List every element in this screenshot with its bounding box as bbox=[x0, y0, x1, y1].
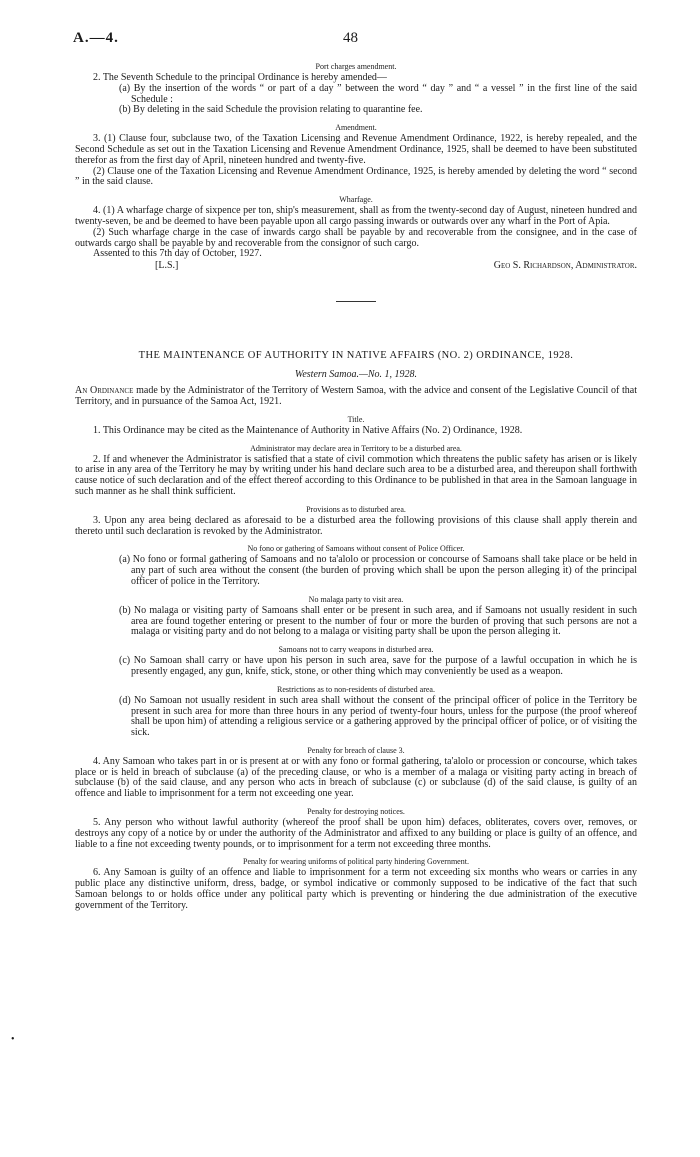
marginal-heading: Provisions as to disturbed area. bbox=[306, 504, 406, 514]
section-5: 5. Any person who without lawful authority (whereof the proof shall be upon him) defaces, obliterates, covers over, removes, or destroys any copy of a notice by or under the authority of the Administrator and affixed to any building or place is guilty of an offence, and liable to a fine not exceeding twenty pounds, or to imprisonment for a term not exceeding three months. bbox=[75, 817, 637, 850]
marginal-heading: Restrictions as to non-residents of disturbed area. bbox=[277, 684, 435, 694]
marginal-heading: Penalty for destroying notices. bbox=[307, 807, 405, 817]
marginal-heading: Wharfage. bbox=[339, 195, 373, 205]
ordinance-title: THE MAINTENANCE OF AUTHORITY IN NATIVE AFFAIRS (NO. 2) ORDINANCE, 1928. bbox=[138, 350, 574, 362]
ordinance-subtitle: Western Samoa.—No. 1, 1928. bbox=[294, 369, 418, 381]
marginal-heading: Port charges amendment. bbox=[315, 62, 397, 71]
marginal-heading: No malaga party to visit area. bbox=[308, 594, 404, 604]
section-3: 3. Upon any area being declared as aforesaid to be a disturbed area the following provisions of this clause shall apply therein and thereto until such declaration is revoked by the Administrator. bbox=[75, 514, 637, 537]
marginal-heading: Penalty for breach of clause 3. bbox=[307, 745, 405, 755]
clause-3-2: (2) Clause one of the Taxation Licensing and Revenue Amendment Ordinance, 1925, is hereby amended by deleting the word “ second ” in the said clause. bbox=[75, 165, 637, 188]
section-3b: (b) No malaga or visiting party of Samoans shall enter or be present in such area, and if Samoans not usually resident in such area are found together entering or present to the number of four or more the burden of proving that such persons are not a malaga or visiting party and do not belong to a malaga or visiting party shall be upon the person alleging it. bbox=[119, 604, 637, 638]
clause-4-1: 4. (1) A wharfage charge of sixpence per ton, ship's measurement, shall as from the twenty-second day of August, nineteen hundred and twenty-seven, be and be deemed to have been payable upon all cargo passing inwards or outwards over any wharf in the Port of Apia. bbox=[75, 205, 637, 227]
section-3a: (a) No fono or formal gathering of Samoans and no ta'alolo or procession or concourse of Samoans shall take place or be held in any part of such area without the consent (the burden of proving which shall be upon the person alleging it) of the principal officer of police in the Territory. bbox=[119, 554, 637, 587]
clause-2: 2. The Seventh Schedule to the principal Ordinance is hereby amended— bbox=[93, 72, 387, 83]
clause-3-1: 3. (1) Clause four, subclause two, of the Taxation Licensing and Revenue Amendment Ordinance, 1922, is hereby repealed, and the Second Schedule as set out in the Taxation Licensing and Revenue Amendment Ordinance, 1925, shall be deemed to have been substituted therefor as from the first day of April, nineteen hundred and twenty-five. bbox=[75, 133, 637, 166]
section-3c: (c) No Samoan shall carry or have upon his person in such area, save for the purpose of a lawful occupation in which he is presently engaged, any gun, knife, stick, stone, or other thing which may conveniently be used as a weapon. bbox=[119, 655, 637, 677]
clause-4-2: (2) Such wharfage charge in the case of inwards cargo shall be payable by and recoverable from the consignee, and in the case of outwards cargo shall be payable by and recoverable from the consignor of such cargo. bbox=[75, 226, 637, 249]
page-number: 48 bbox=[343, 30, 358, 46]
preamble-text: made by the Administrator of the Territory of Western Samoa, with the advice and consent of the Legislative Council of that Territory, and in pursuance of the Samoa Act, 1921. bbox=[75, 385, 638, 407]
marginal-heading: Amendment. bbox=[335, 123, 377, 133]
section-4: 4. Any Samoan who takes part in or is present at or with any fono or formal gathering, ta'alolo or procession or concourse, which takes place or is held in breach of subclause (a) of the preceding clause, or who is a member of a malaga or visiting party acting in breach of subclause (b) of the said clause, and any person who acts in breach of subclause (c) or subclause (d) of the said clause, is guilty of an offence and liable to imprisonment for a term not exceeding one year. bbox=[75, 755, 637, 800]
assent-line: Assented to this 7th day of October, 1927. bbox=[93, 248, 262, 260]
marginal-heading: No fono or gathering of Samoans without consent of Police Officer. bbox=[247, 544, 465, 554]
section-6: 6. Any Samoan is guilty of an offence and liable to imprisonment for a term not exceeding six months who wears or carries in any public place any distinctive uniform, dress, badge, or symbol indicative or commonly supposed to be indicative of the fact that such Samoan belongs to or holds office under any political party which is preventing or hindering the due administration of the executive government of the Territory. bbox=[75, 867, 637, 911]
marginal-heading: Title. bbox=[347, 414, 365, 424]
signature-line bbox=[75, 260, 637, 271]
marginal-heading: Penalty for wearing uniforms of political party hindering Government. bbox=[243, 857, 469, 867]
preamble bbox=[75, 386, 637, 408]
section-1: 1. This Ordinance may be cited as the Maintenance of Authority in Native Affairs (No. 2) Ordinance, 1928. bbox=[93, 424, 523, 436]
clause-2b: (b) By deleting in the said Schedule the provision relating to quarantine fee. bbox=[119, 104, 423, 116]
section-3d: (d) No Samoan not usually resident in such area shall without the consent of the principal officer of police in the Territory be present in such area for more than three hours in any period of twenty-four hours, unless for the purpose (the proof whereof shall be upon him) of attending a religious service or a gathering approved by the principal officer of police, or of visiting the sick. bbox=[119, 694, 637, 739]
marginal-heading: Samoans not to carry weapons in disturbed area. bbox=[278, 645, 434, 655]
signature: Geo S. Richardson, Administrator. bbox=[493, 260, 637, 272]
section-divider bbox=[336, 301, 376, 302]
margin-mark: • bbox=[11, 1034, 15, 1045]
preamble-lead: An Ordinance bbox=[75, 385, 134, 397]
marginal-heading: Administrator may declare area in Territory to be a disturbed area. bbox=[250, 443, 462, 453]
page-body bbox=[75, 55, 637, 912]
clause-2a: (a) By the insertion of the words “ or part of a day ” between the word “ day ” and “ a vessel ” in the first line of the said Schedule : bbox=[119, 82, 637, 105]
document-reference: A.—4. bbox=[73, 30, 119, 46]
seal: [L.S.] bbox=[155, 260, 179, 272]
section-2: 2. If and whenever the Administrator is satisfied that a state of civil commotion which threatens the public safety has arisen or is likely to arise in any area of the Territory he may by writing under his hand declare such area to be a disturbed area, and thereupon shall forthwith cause notice of such declaration and of the effect thereof according to this Ordinance to be published in that area in the Samoan language in such manner as he shall think sufficient. bbox=[75, 453, 637, 497]
